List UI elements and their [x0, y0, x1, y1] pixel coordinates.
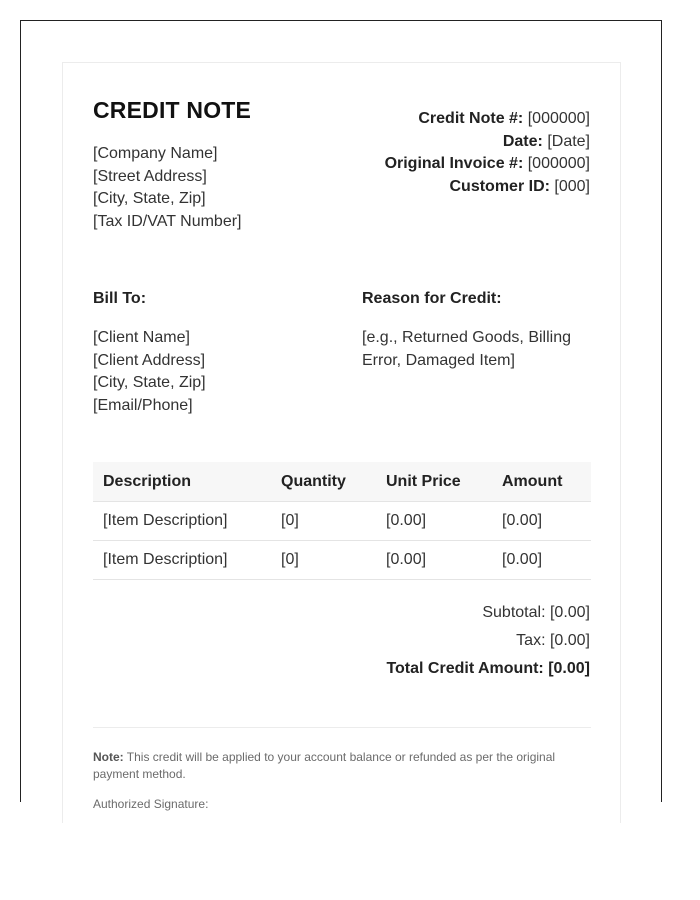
reason-text: [e.g., Returned Goods, Billing Error, Damaged Item] — [362, 329, 572, 369]
client-address: [Client Address] — [93, 351, 206, 369]
credit-note-number-value: [000000] — [527, 110, 590, 127]
credit-note-meta — [385, 108, 590, 198]
totals-section — [386, 599, 590, 683]
credit-note-document — [62, 62, 621, 823]
header-description: Description — [93, 462, 271, 502]
footer-note — [93, 749, 573, 783]
item-unit-price: [0.00] — [376, 541, 492, 580]
company-city: [City, State, Zip] — [93, 190, 206, 207]
customer-id — [385, 176, 590, 199]
original-invoice-value: [000000] — [527, 155, 590, 172]
footer-divider — [93, 727, 591, 728]
reason-heading: Reason for Credit: — [362, 290, 502, 307]
original-invoice-label: Original Invoice #: — [384, 155, 524, 172]
subtotal-label: Subtotal: — [482, 604, 546, 621]
table-row — [93, 541, 591, 580]
table-header-row — [93, 462, 591, 502]
customer-id-value: [000] — [554, 177, 590, 195]
company-tax-id: [Tax ID/VAT Number] — [93, 212, 242, 230]
client-city: [City, State, Zip] — [93, 374, 206, 391]
tax-row — [386, 627, 590, 655]
bill-to-section — [93, 289, 333, 417]
header-quantity: Quantity — [271, 462, 376, 502]
client-contact: [Email/Phone] — [93, 396, 193, 414]
company-street: [Street Address] — [93, 167, 207, 185]
tax-value: [0.00] — [549, 632, 590, 649]
page-frame — [20, 20, 662, 811]
tax-label: Tax: — [516, 632, 546, 649]
subtotal-value: [0.00] — [549, 604, 590, 621]
original-invoice — [385, 153, 590, 176]
company-name: [Company Name] — [93, 145, 218, 162]
credit-note-number — [385, 108, 590, 131]
note-label: Note: — [93, 750, 124, 764]
item-description: [Item Description] — [93, 502, 271, 541]
item-amount: [0.00] — [492, 502, 591, 541]
total-credit-value: [0.00] — [548, 660, 590, 677]
item-description: [Item Description] — [93, 541, 271, 580]
credit-note-number-label: Credit Note #: — [418, 110, 524, 127]
bill-to-heading: Bill To: — [93, 290, 147, 307]
total-credit-label: Total Credit Amount: — [386, 660, 544, 677]
item-quantity: [0] — [271, 502, 376, 541]
company-info — [93, 143, 241, 233]
authorized-signature-label: Authorized Signature: — [93, 797, 209, 811]
item-amount: [0.00] — [492, 541, 591, 580]
item-quantity: [0] — [271, 541, 376, 580]
total-credit-row — [386, 655, 590, 683]
date-label: Date: — [502, 132, 543, 150]
table-row — [93, 502, 591, 541]
items-table — [93, 462, 591, 580]
header-unit-price: Unit Price — [376, 462, 492, 502]
document-title: CREDIT NOTE — [93, 97, 252, 123]
client-name: [Client Name] — [93, 329, 190, 346]
date-value: [Date] — [547, 132, 590, 150]
note-text: This credit will be applied to your account balance or refunded as per the original payment method. — [93, 750, 556, 781]
header-amount: Amount — [492, 462, 591, 502]
reason-section — [362, 289, 592, 372]
item-unit-price: [0.00] — [376, 502, 492, 541]
credit-note-date — [385, 131, 590, 154]
subtotal-row — [386, 599, 590, 627]
customer-id-label: Customer ID: — [449, 177, 550, 195]
